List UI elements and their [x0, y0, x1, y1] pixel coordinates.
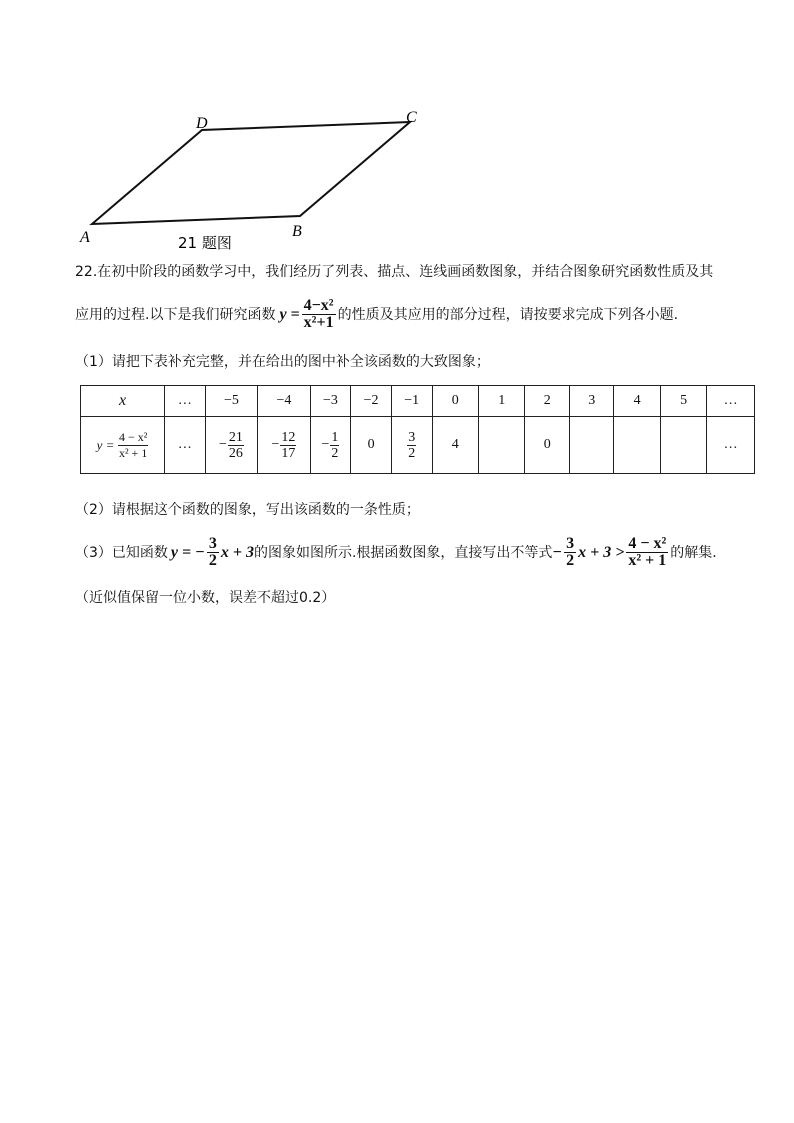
- table-cell-x: −1: [391, 386, 432, 417]
- table-row-x: [81, 386, 755, 417]
- table-cell-y: − $\frac{12}{17}$: [258, 417, 311, 474]
- q22-part1: （1）请把下表补充完整，并在给出的图中补全该函数的大致图象；: [75, 354, 490, 370]
- table-cell-x: …: [165, 386, 206, 417]
- table-head-y-num: 4 − x²: [118, 429, 148, 444]
- table-head-x: x: [81, 386, 165, 417]
- ineq-sign: −: [552, 543, 563, 561]
- figure-caption: 21 题图: [178, 234, 232, 252]
- table-cell-y: $\frac{3}{2}$: [391, 417, 432, 474]
- ineq-rhs-fraction: $\frac{\text{4 − x²}}{\text{x² + 1}}$: [628, 535, 667, 569]
- table-cell-y: − $\frac{21}{26}$: [205, 417, 258, 474]
- table-cell-x: 4: [614, 386, 660, 417]
- table-cell-x: −4: [258, 386, 311, 417]
- line-func-lhs: y = −: [170, 543, 205, 561]
- table-cell-y-blank[interactable]: [614, 417, 660, 474]
- vertex-label-a: A: [80, 229, 90, 246]
- func-fraction: [302, 298, 336, 331]
- table-cell-y: …: [707, 417, 755, 474]
- table-cell-x: 3: [569, 386, 613, 417]
- parallelogram-shape: [92, 122, 410, 224]
- table-cell-x: 5: [660, 386, 706, 417]
- q22-intro-line2-before: 应用的过程.以下是我们研究函数: [75, 306, 276, 323]
- q22-part3: [75, 536, 717, 569]
- q22-part3-before: （3）已知函数: [75, 544, 168, 561]
- table-cell-x: −5: [205, 386, 258, 417]
- vertex-label-b: B: [292, 223, 302, 240]
- table-cell-y: 0: [351, 417, 392, 474]
- table-row-y: [81, 417, 755, 474]
- table-cell-x: −2: [351, 386, 392, 417]
- figure-21-parallelogram: [70, 100, 450, 255]
- func-denominator: x²+1: [303, 314, 334, 331]
- table-cell-x: 1: [479, 386, 525, 417]
- q22-part2: （2）请根据这个函数的图象，写出该函数的一条性质；: [75, 502, 420, 518]
- q22-part3-middle: 的图象如图所示.根据函数图象，直接写出不等式: [253, 544, 553, 561]
- table-cell-y: …: [165, 417, 206, 474]
- table-cell-y: 0: [525, 417, 569, 474]
- vertex-label-d: D: [196, 115, 208, 132]
- q22-intro-line1: 22.在初中阶段的函数学习中，我们经历了列表、描点、连线画函数图象，并结合图象研究函数性质及其: [75, 264, 714, 280]
- table-cell-y: 4: [432, 417, 478, 474]
- table-cell-x: −3: [310, 386, 351, 417]
- table-cell-y-blank[interactable]: [479, 417, 525, 474]
- line-func-rest: x + 3: [220, 543, 254, 561]
- ineq-rest: x + 3 >: [578, 543, 625, 561]
- q22-note: （近似值保留一位小数，误差不超过0.2）: [75, 590, 336, 606]
- table-cell-y: − $\frac{1}{2}$: [310, 417, 351, 474]
- table-cell-x: 2: [525, 386, 569, 417]
- func-numerator: 4−x²: [303, 297, 334, 314]
- table-cell-y-blank[interactable]: [569, 417, 613, 474]
- ineq-fraction: $\frac{3}{2}$: [566, 535, 575, 569]
- table-cell-x: …: [707, 386, 755, 417]
- table-cell-y-blank[interactable]: [660, 417, 706, 474]
- q22-intro-line2-after: 的性质及其应用的部分过程，请按要求完成下列各小题.: [337, 306, 679, 323]
- table-head-y-den: x² + 1: [118, 445, 148, 460]
- table-head-y: y = $\frac{\text{4 − x²}}{\text{x² + 1}}$: [81, 417, 165, 474]
- line-func-fraction: $\frac{3}{2}$: [208, 535, 217, 569]
- func-lhs: y =: [279, 305, 300, 323]
- vertex-label-c: C: [406, 109, 417, 126]
- values-table: [80, 385, 755, 474]
- q22-intro-line2: [75, 298, 678, 331]
- table-cell-x: 0: [432, 386, 478, 417]
- q22-part3-after: 的解集.: [670, 544, 717, 561]
